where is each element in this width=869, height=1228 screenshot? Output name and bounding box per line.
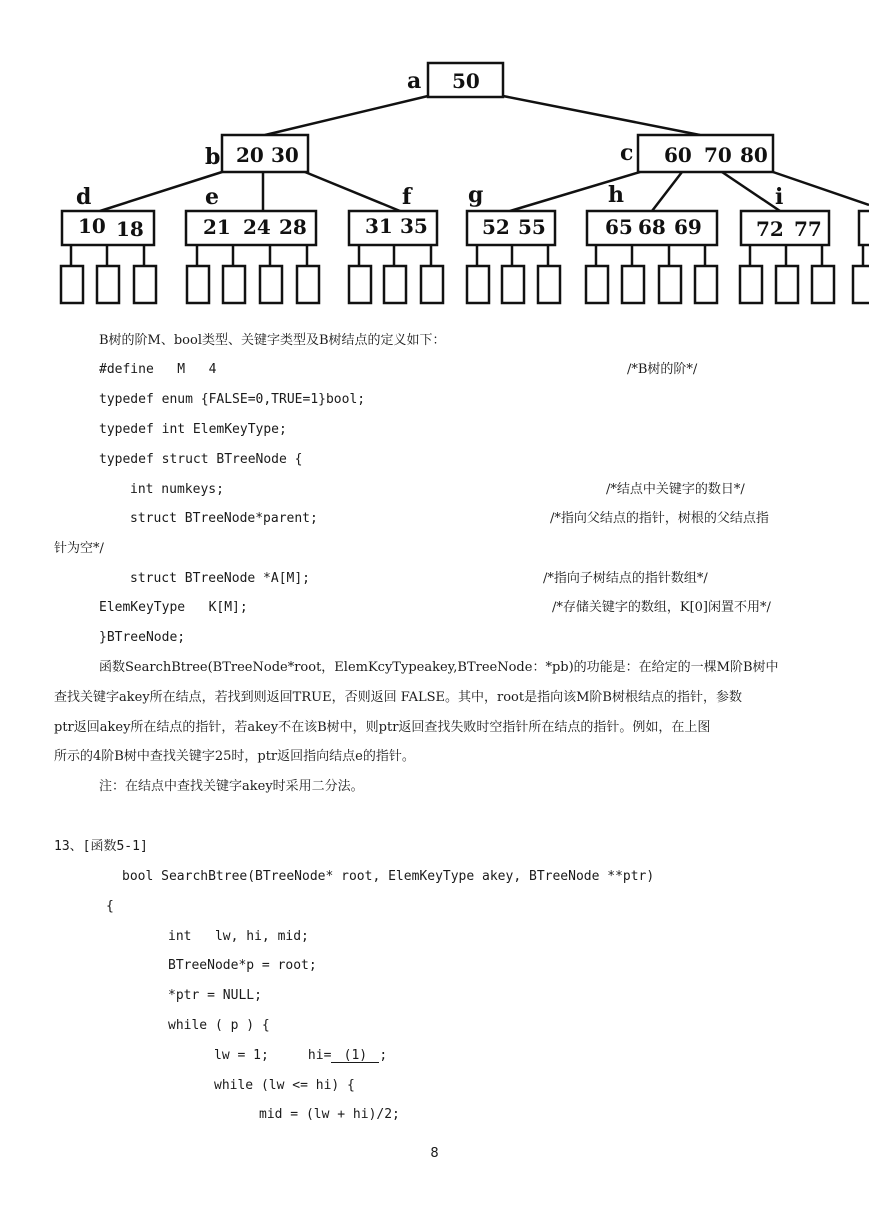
struct-close: }BTreeNode; (99, 630, 186, 645)
empty-child-box (61, 266, 83, 303)
code-line: while (lw <= hi) { (214, 1078, 355, 1093)
empty-child-box (812, 266, 834, 303)
numkeys-comment: /*结点中关键字的数日*/ (606, 482, 745, 497)
empty-child-box (384, 266, 406, 303)
node-label: i (775, 184, 784, 210)
node-key: 10 (78, 214, 106, 238)
question-title: 13、[函数5-1] (54, 839, 148, 854)
empty-child-box (538, 266, 560, 303)
node-key: 28 (279, 215, 307, 239)
node-key: 68 (638, 215, 666, 239)
answer-blank-1[interactable]: (1) (331, 1049, 379, 1063)
node-label: h (608, 182, 624, 208)
empty-child-box (622, 266, 644, 303)
empty-child-box (659, 266, 681, 303)
empty-child-box (502, 266, 524, 303)
keys-comment: /*存储关键字的数组，K[0]闲置不用*/ (552, 600, 771, 615)
field-numkeys: int numkeys; (130, 482, 224, 497)
empty-child-box (297, 266, 319, 303)
paragraph-line: 函数SearchBtree(BTreeNode*root，ElemKcyTypeakey,BTreeNode：*pb)的功能是：在给定的一棵M阶B树中 (99, 660, 779, 675)
empty-child-box (421, 266, 443, 303)
code-line: mid = (lw + hi)/2; (259, 1107, 400, 1122)
node-key: 69 (674, 215, 702, 239)
node-label: b (205, 144, 221, 170)
parent-comment: /*指向父结点的指针，树根的父结点指 (550, 511, 769, 526)
node-key: 18 (116, 217, 144, 241)
code-line: bool SearchBtree(BTreeNode* root, ElemKeyType akey, BTreeNode **ptr) (122, 869, 655, 884)
node-key: 60 (664, 143, 692, 167)
empty-child-box (467, 266, 489, 303)
typedef-key: typedef int ElemKeyType; (99, 422, 287, 437)
empty-child-box (187, 266, 209, 303)
node-label: g (468, 182, 484, 208)
node-label: a (407, 68, 422, 94)
node-label: c (620, 140, 634, 166)
empty-child-box (695, 266, 717, 303)
node-key: 20 (236, 143, 264, 167)
parent-comment-cont: 针为空*/ (54, 541, 104, 556)
paragraph-line: 查找关键字akey所在结点，若找到则返回TRUE，否则返回 FALSE。其中，root是指向该M阶B树根结点的指针，参数 (54, 690, 742, 705)
empty-child-box (853, 266, 869, 303)
paragraph-line: 所示的4阶B树中查找关键字25时，ptr返回指向结点e的指针。 (54, 749, 415, 764)
node-key: 35 (400, 214, 428, 238)
define-m-comment: /*B树的阶*/ (627, 362, 698, 377)
children-comment: /*指向子树结点的指针数组*/ (543, 571, 708, 586)
code-line-with-blank (214, 1049, 387, 1063)
define-m: #define M 4 (99, 362, 217, 377)
empty-child-box (586, 266, 608, 303)
node-key: 30 (271, 143, 299, 167)
node-key: 55 (518, 215, 546, 239)
empty-child-box (740, 266, 762, 303)
node-label: d (76, 184, 92, 210)
code-text: lw = 1; hi= (214, 1048, 332, 1063)
node-key: 65 (605, 215, 633, 239)
empty-child-box (260, 266, 282, 303)
code-line: int lw, hi, mid; (168, 929, 309, 944)
code-text: ; (379, 1048, 388, 1063)
node-label: e (205, 184, 219, 210)
node-key: 21 (203, 215, 231, 239)
code-line: while ( p ) { (168, 1018, 270, 1033)
empty-child-box (223, 266, 245, 303)
node-key: 70 (704, 143, 732, 167)
note-text: 注：在结点中查找关键字akey时采用二分法。 (99, 779, 364, 794)
intro-text: B树的阶M、bool类型、关键字类型及B树结点的定义如下： (99, 333, 446, 348)
paragraph-line: ptr返回akey所在结点的指针，若akey不在该B树中，则ptr返回查找失败时空指针所在结点的指针。例如，在上图 (54, 720, 711, 735)
node-key: 72 (756, 217, 784, 241)
empty-child-box (97, 266, 119, 303)
node-key: 77 (794, 217, 822, 241)
code-line: BTreeNode*p = root; (168, 958, 317, 973)
typedef-bool: typedef enum {FALSE=0,TRUE=1}bool; (99, 392, 366, 407)
node-label: f (402, 184, 412, 210)
empty-child-box (349, 266, 371, 303)
node-key: 24 (243, 215, 271, 239)
node-key: 31 (365, 214, 393, 238)
node-key: 80 (740, 143, 768, 167)
empty-child-box (776, 266, 798, 303)
field-keys: ElemKeyType K[M]; (99, 600, 248, 615)
node-key: 52 (482, 215, 510, 239)
field-parent: struct BTreeNode*parent; (130, 511, 318, 526)
field-children: struct BTreeNode *A[M]; (130, 571, 311, 586)
code-line: { (106, 899, 114, 914)
node-key: 50 (452, 69, 480, 93)
page-number: 8 (430, 1146, 439, 1161)
struct-open: typedef struct BTreeNode { (99, 452, 303, 467)
code-line: *ptr = NULL; (168, 988, 262, 1003)
empty-child-box (134, 266, 156, 303)
btree-figure (0, 0, 869, 320)
node-j-partial (859, 211, 869, 245)
